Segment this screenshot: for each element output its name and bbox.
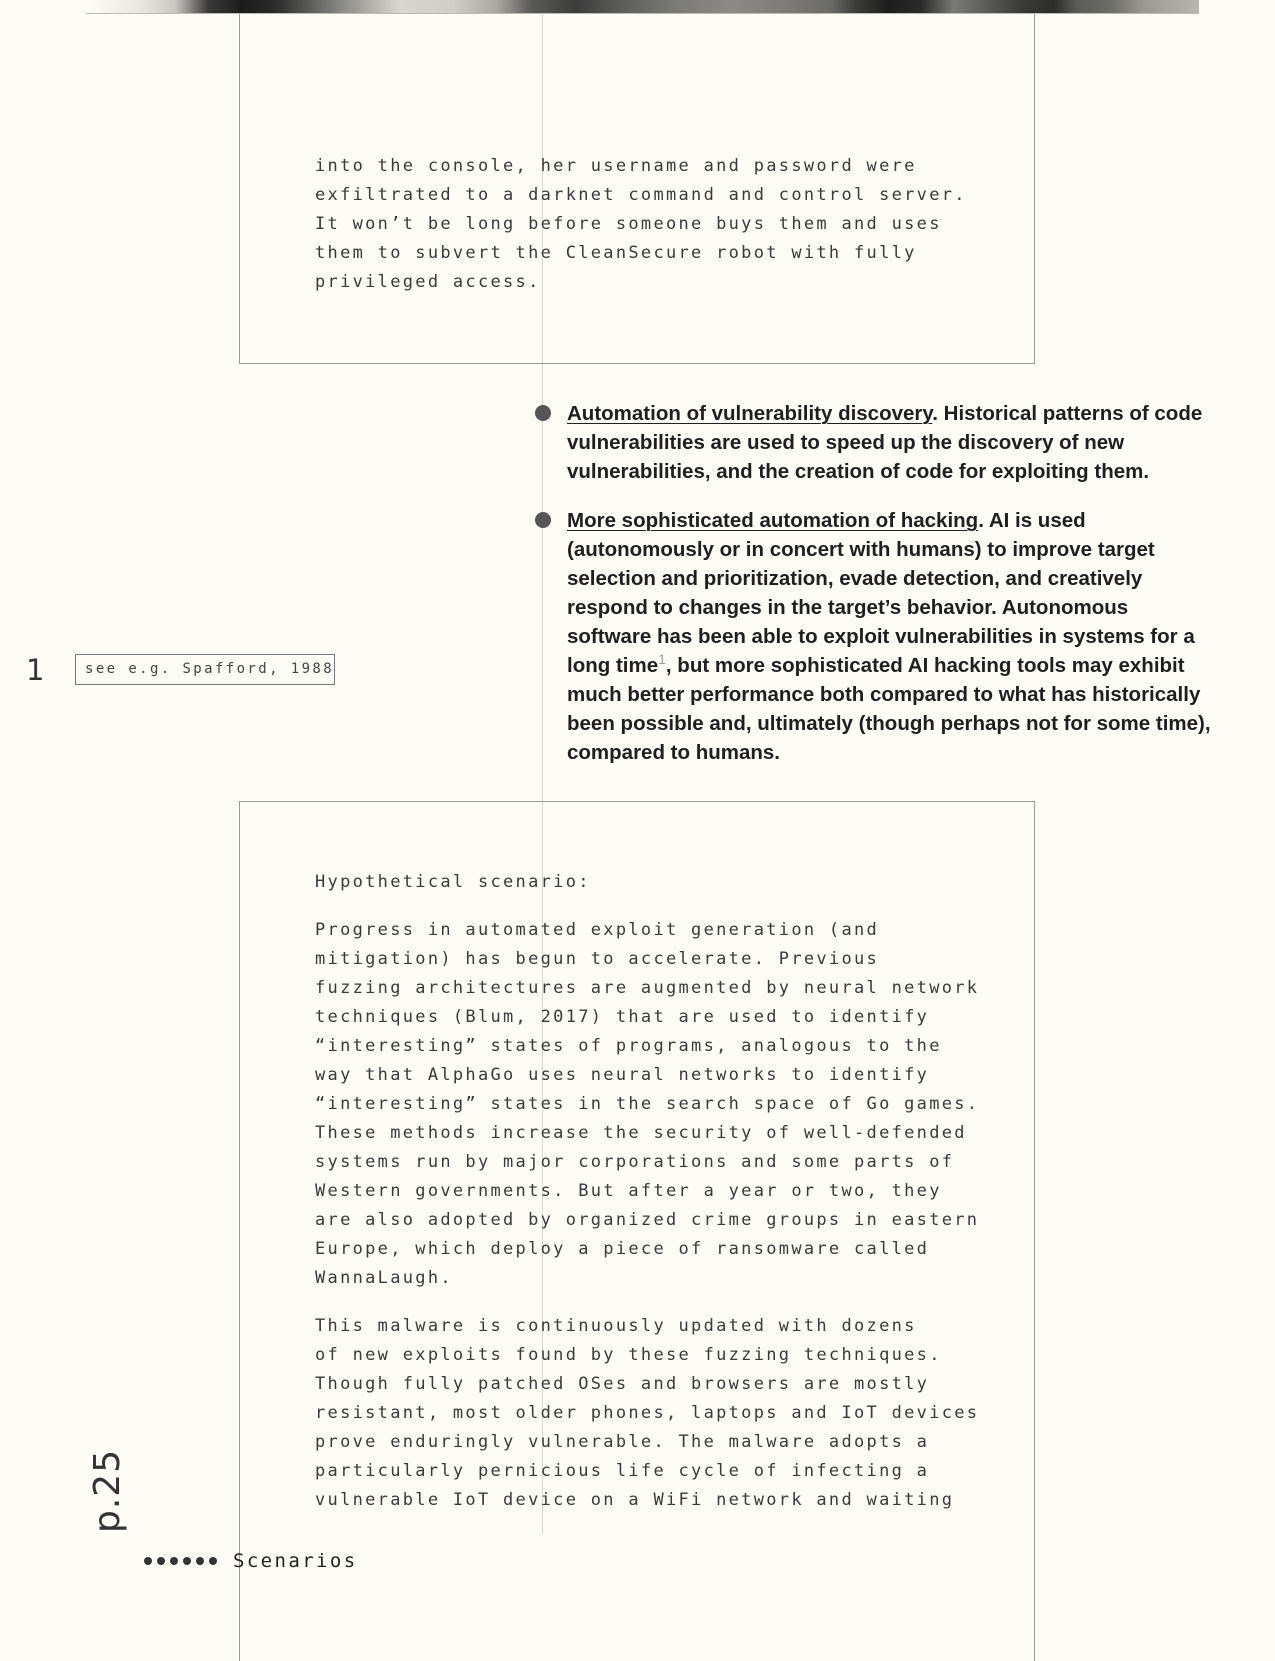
section-dot xyxy=(170,1557,178,1565)
footnote-number: 1 xyxy=(26,653,45,687)
scenario-box-top xyxy=(239,14,1035,364)
footnote-text: see e.g. Spafford, 1988 xyxy=(75,654,335,685)
section-label: Scenarios xyxy=(233,1550,358,1572)
page-number: p.25 xyxy=(87,1448,128,1533)
bullet-list xyxy=(535,399,1215,787)
bullet-item xyxy=(535,506,1215,767)
section-tag xyxy=(144,1550,358,1572)
scenario-body xyxy=(315,868,979,1534)
bullet-heading[interactable]: More sophisticated automation of hacking xyxy=(567,509,979,532)
section-dot xyxy=(183,1557,191,1565)
section-dot xyxy=(157,1557,165,1565)
bullet-item xyxy=(535,399,1215,486)
scenario-box-bottom xyxy=(239,801,1035,1661)
bullet-dot-icon xyxy=(535,512,551,528)
bullet-dot-icon xyxy=(535,405,551,421)
scenario-top-text: into the console, her username and password were exfiltrated to a darknet command and control server. It won’t be long before someone buys them and uses them to subvert the CleanSecure robot with fully privileged access. xyxy=(315,156,967,292)
bullet-body-continued: , but more sophisticated AI hacking tools may exhibit much better performance both compared to what has historically been possible and, ultimately (though perhaps not for some time), compared to humans. xyxy=(567,654,1211,764)
bullet-body: . Historical patterns of code vulnerabilities are used to speed up the discovery of new vulnerabilities, and the creation of code for exploiting them. xyxy=(567,402,1203,483)
header-gradient-strip xyxy=(86,0,1199,14)
section-dot xyxy=(144,1557,152,1565)
scenario-paragraph: This malware is continuously updated with dozens of new exploits found by these fuzzing techniques. Though fully patched OSes and browsers are mostly resistant, most older phones, laptops and IoT devices prove enduringly vulnerable. The malware adopts a particularly pernicious life cycle of infecting a vulnerable IoT device on a WiFi network and waiting xyxy=(315,1316,980,1510)
section-dots-icon xyxy=(144,1557,217,1565)
footnote-ref[interactable]: 1 xyxy=(658,651,666,667)
section-dot xyxy=(196,1557,204,1565)
bullet-heading[interactable]: Automation of vulnerability discovery xyxy=(567,402,933,425)
section-dot xyxy=(209,1557,217,1565)
scenario-paragraph: Progress in automated exploit generation (and mitigation) has begun to accelerate. Previous fuzzing architectures are augmented by neural network techniques (Blum, 2017) that are used to identify “interesting” states of programs, analogous to the way that AlphaGo uses neural networks to identify “interesting” states in the search space of Go games. These methods increase the security of well-defended systems run by major corporations and some parts of Western governments. But after a year or two, they are also adopted by organized crime groups in eastern Europe, which deploy a piece of ransomware called WannaLaugh. xyxy=(315,920,980,1288)
scenario-title: Hypothetical scenario: xyxy=(315,872,591,892)
bullet-body: . AI is used (autonomously or in concert with humans) to improve target selection and prioritization, evade detection, and creatively respond to changes in the target’s behavior. Autonomous software has been able to exploit vulnerabilities in systems for a long time xyxy=(567,509,1195,677)
